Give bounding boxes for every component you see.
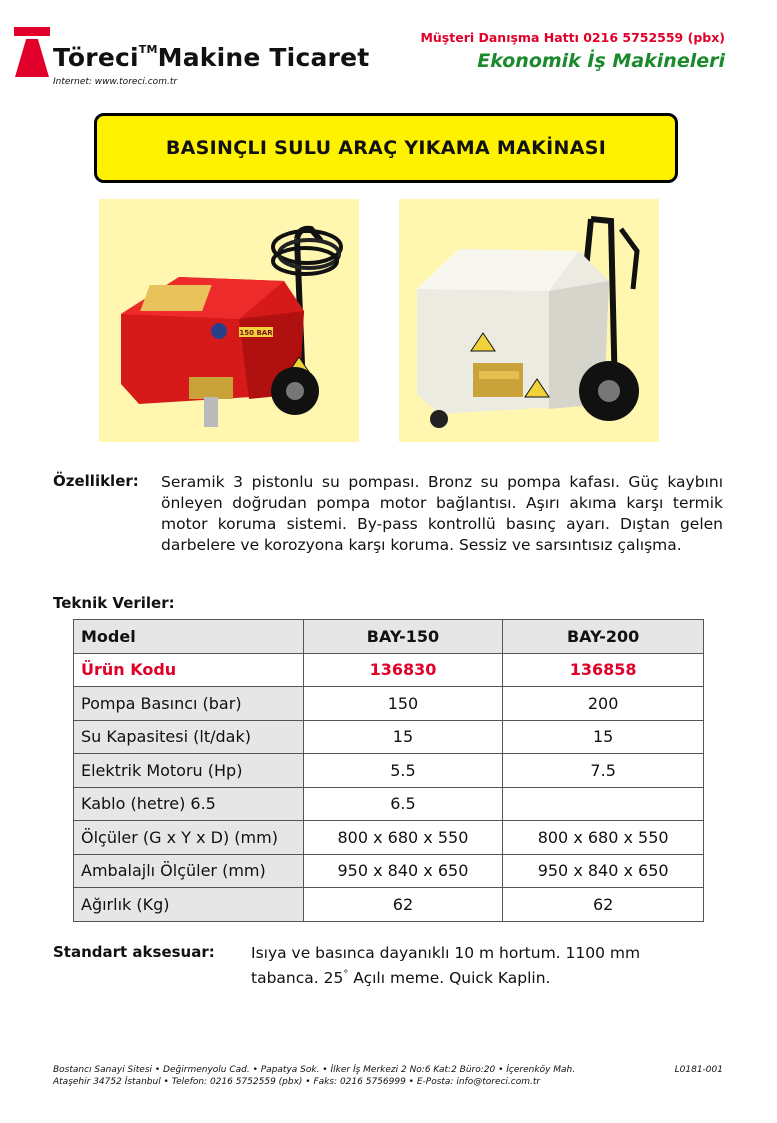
document-code: L0181-001 <box>674 1065 723 1075</box>
table-cell: 950 x 840 x 650 <box>303 854 503 888</box>
table-cell: 15 <box>303 720 503 754</box>
degree-symbol: ° <box>343 969 349 980</box>
table-row <box>74 754 704 788</box>
table-cell: 136830 <box>303 653 503 687</box>
table-cell <box>503 787 704 821</box>
trademark: TM <box>138 42 158 56</box>
table-cell: 800 x 680 x 550 <box>503 821 704 855</box>
table-row <box>74 888 704 922</box>
table-cell: Ağırlık (Kg) <box>74 888 304 922</box>
product-code-row <box>74 653 704 687</box>
red-pressure-washer-photo <box>99 199 359 442</box>
company-slogan: Ekonomik İş Makineleri <box>477 50 725 72</box>
pressure-label: 150 BAR <box>239 329 273 337</box>
table-cell: Ürün Kodu <box>74 653 304 687</box>
table-cell: 62 <box>303 888 503 922</box>
features-label: Özellikler: <box>53 472 139 490</box>
table-cell: 7.5 <box>503 754 704 788</box>
table-cell: 62 <box>503 888 704 922</box>
page-title: BASINÇLI SULU ARAÇ YIKAMA MAKİNASI <box>165 137 607 159</box>
footer-address: Bostancı Sanayi Sitesi • Değirmenyolu Cad. • Papatya Sok. • İlker İş Merkezi 2 No:6 Kat:2 Büro:20 • İçerenköy Mah. <box>53 1065 576 1075</box>
table-cell: Kablo (hetre) 6.5 <box>74 787 304 821</box>
header-cell: Model <box>74 620 304 654</box>
table-row <box>74 821 704 855</box>
technical-data-table <box>73 619 704 922</box>
table-header-row <box>74 620 704 654</box>
table-row <box>74 854 704 888</box>
table-cell: Pompa Basıncı (bar) <box>74 687 304 721</box>
white-pressure-washer-photo <box>399 199 659 442</box>
table-cell: 6.5 <box>303 787 503 821</box>
table-cell: 15 <box>503 720 704 754</box>
features-text: Seramik 3 pistonlu su pompası. Bronz su pompa kafası. Güç kaybını önleyen doğrudan pompa motor bağlantısı. Aşırı akıma karşı termik motor koruma sistemi. By-pass kontrollü basınç ayarı. Dıştan gelen darbelere ve korozyona karşı koruma. Sessiz ve sarsıntısız çalışma. <box>161 473 723 554</box>
table-cell: 136858 <box>503 653 704 687</box>
table-cell: Ölçüler (G x Y x D) (mm) <box>74 821 304 855</box>
table-cell: Elektrik Motoru (Hp) <box>74 754 304 788</box>
accessories-label: Standart aksesuar: <box>53 943 215 961</box>
accessories-text: Isıya ve basınca dayanıklı 10 m hortum. 1100 mm tabanca. 25° Açılı meme. Quick Kaplin. <box>251 944 641 988</box>
table-cell: 5.5 <box>303 754 503 788</box>
footer-contact: Ataşehir 34752 İstanbul • Telefon: 0216 5752559 (pbx) • Faks: 0216 5756999 • E-Posta: info@toreci.com.tr <box>53 1077 541 1087</box>
company-name: Töreci™Makine Ticaret <box>53 42 370 72</box>
website-link[interactable]: Internet: www.toreci.com.tr <box>53 77 178 87</box>
table-row <box>74 720 704 754</box>
table-cell: 150 <box>303 687 503 721</box>
header-cell: BAY-150 <box>303 620 503 654</box>
title-banner <box>94 113 678 183</box>
customer-hotline: Müşteri Danışma Hattı 0216 5752559 (pbx) <box>420 30 725 45</box>
table-cell: Ambalajlı Ölçüler (mm) <box>74 854 304 888</box>
table-cell: 800 x 680 x 550 <box>303 821 503 855</box>
table-cell: 200 <box>503 687 704 721</box>
technical-data-label: Teknik Veriler: <box>53 594 175 612</box>
table-cell: Su Kapasitesi (lt/dak) <box>74 720 304 754</box>
header-cell: BAY-200 <box>503 620 704 654</box>
toreci-logo-icon <box>14 27 50 77</box>
table-row <box>74 787 704 821</box>
table-cell: 950 x 840 x 650 <box>503 854 704 888</box>
table-row <box>74 687 704 721</box>
